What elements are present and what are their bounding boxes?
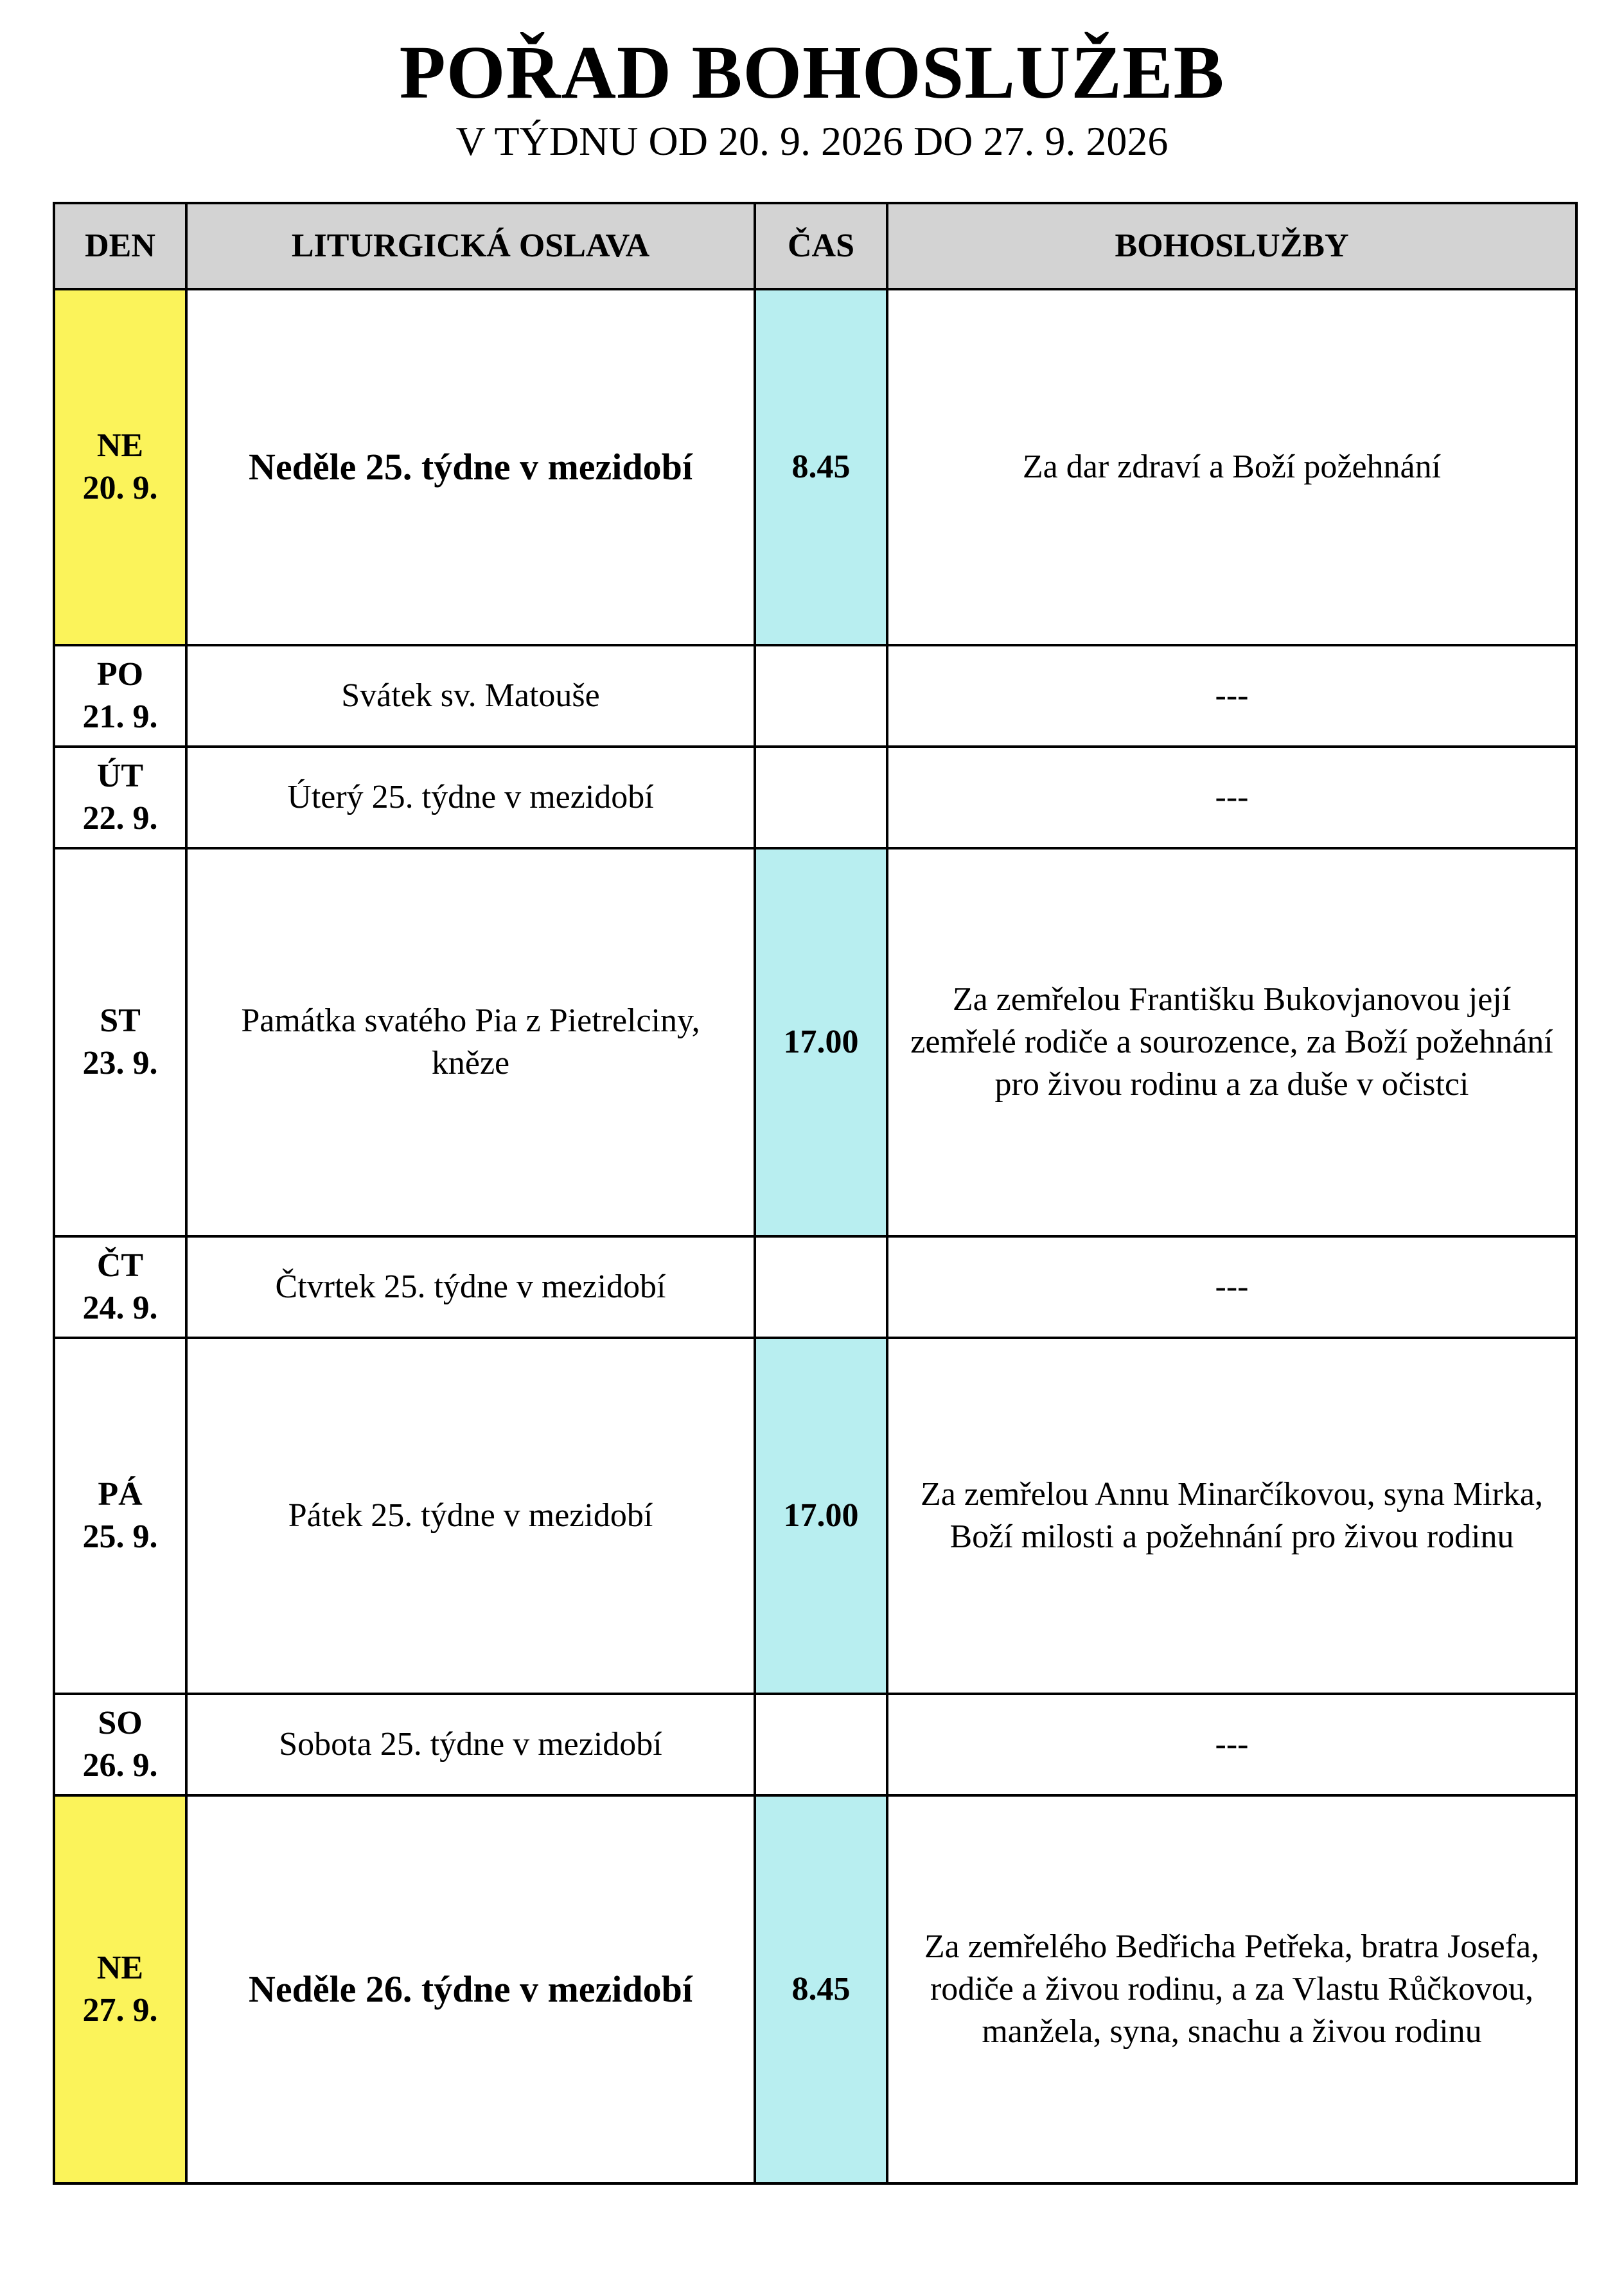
day-cell xyxy=(54,1338,186,1694)
day-abbrev: NE xyxy=(96,427,144,464)
day-abbrev: PÁ xyxy=(98,1476,143,1513)
day-cell xyxy=(54,747,186,848)
day-date: 20. 9. xyxy=(82,470,158,506)
celebration-cell: Úterý 25. týdne v mezidobí xyxy=(186,747,755,848)
day-cell xyxy=(54,289,186,645)
day-date: 24. 9. xyxy=(82,1290,158,1326)
column-header-day: DEN xyxy=(54,203,186,289)
celebration-cell: Neděle 26. týdne v mezidobí xyxy=(186,1795,755,2183)
celebration-cell: Neděle 25. týdne v mezidobí xyxy=(186,289,755,645)
time-cell: 17.00 xyxy=(755,848,887,1236)
celebration-cell: Pátek 25. týdne v mezidobí xyxy=(186,1338,755,1694)
day-abbrev: ST xyxy=(100,1002,141,1039)
day-abbrev: PO xyxy=(96,656,144,693)
day-date: 23. 9. xyxy=(82,1045,158,1081)
table-row xyxy=(54,848,1576,1236)
table-row xyxy=(54,289,1576,645)
time-cell xyxy=(755,645,887,747)
time-cell xyxy=(755,1694,887,1795)
column-header-time: ČAS xyxy=(755,203,887,289)
services-cell: Za dar zdraví a Boží požehnání xyxy=(887,289,1576,645)
day-cell xyxy=(54,1236,186,1338)
celebration-cell: Čtvrtek 25. týdne v mezidobí xyxy=(186,1236,755,1338)
day-cell xyxy=(54,1795,186,2183)
time-cell: 8.45 xyxy=(755,289,887,645)
column-header-celebration: LITURGICKÁ OSLAVA xyxy=(186,203,755,289)
day-cell xyxy=(54,1694,186,1795)
day-abbrev: SO xyxy=(98,1705,143,1741)
day-abbrev: NE xyxy=(96,1950,144,1986)
celebration-cell: Sobota 25. týdne v mezidobí xyxy=(186,1694,755,1795)
schedule-table xyxy=(53,202,1578,2185)
time-cell: 17.00 xyxy=(755,1338,887,1694)
day-abbrev: ČT xyxy=(96,1247,144,1284)
page-subtitle: V TÝDNU OD 20. 9. 2026 DO 27. 9. 2026 xyxy=(455,118,1169,164)
services-cell: --- xyxy=(887,645,1576,747)
services-cell: Za zemřelou Annu Minarčíkovou, syna Mirka, Boží milosti a požehnání pro živou rodinu xyxy=(887,1338,1576,1694)
day-abbrev: ÚT xyxy=(96,758,144,794)
table-header-row xyxy=(54,203,1576,289)
table-row xyxy=(54,645,1576,747)
services-cell: --- xyxy=(887,747,1576,848)
time-cell xyxy=(755,747,887,848)
services-cell: Za zemřelou Františku Bukovjanovou její zemřelé rodiče a sourozence, za Boží požehnání pro živou rodinu a za duše v očistci xyxy=(887,848,1576,1236)
day-date: 22. 9. xyxy=(82,800,158,837)
table-row xyxy=(54,1236,1576,1338)
day-cell xyxy=(54,848,186,1236)
services-cell: --- xyxy=(887,1694,1576,1795)
table-row xyxy=(54,1694,1576,1795)
day-date: 21. 9. xyxy=(82,698,158,735)
services-cell: --- xyxy=(887,1236,1576,1338)
column-header-services: BOHOSLUŽBY xyxy=(887,203,1576,289)
time-cell xyxy=(755,1236,887,1338)
celebration-cell: Památka svatého Pia z Pietrelciny, kněze xyxy=(186,848,755,1236)
celebration-cell: Svátek sv. Matouše xyxy=(186,645,755,747)
time-cell: 8.45 xyxy=(755,1795,887,2183)
table-row xyxy=(54,1795,1576,2183)
table-row xyxy=(54,747,1576,848)
day-date: 25. 9. xyxy=(82,1518,158,1555)
services-cell: Za zemřelého Bedřicha Petřeka, bratra Josefa, rodiče a živou rodinu, a za Vlastu Růčkovou, manžela, syna, snachu a živou rodinu xyxy=(887,1795,1576,2183)
table-row xyxy=(54,1338,1576,1694)
day-date: 27. 9. xyxy=(82,1992,158,2029)
page-title: POŘAD BOHOSLUŽEB xyxy=(399,30,1225,114)
day-date: 26. 9. xyxy=(82,1747,158,1784)
day-cell xyxy=(54,645,186,747)
